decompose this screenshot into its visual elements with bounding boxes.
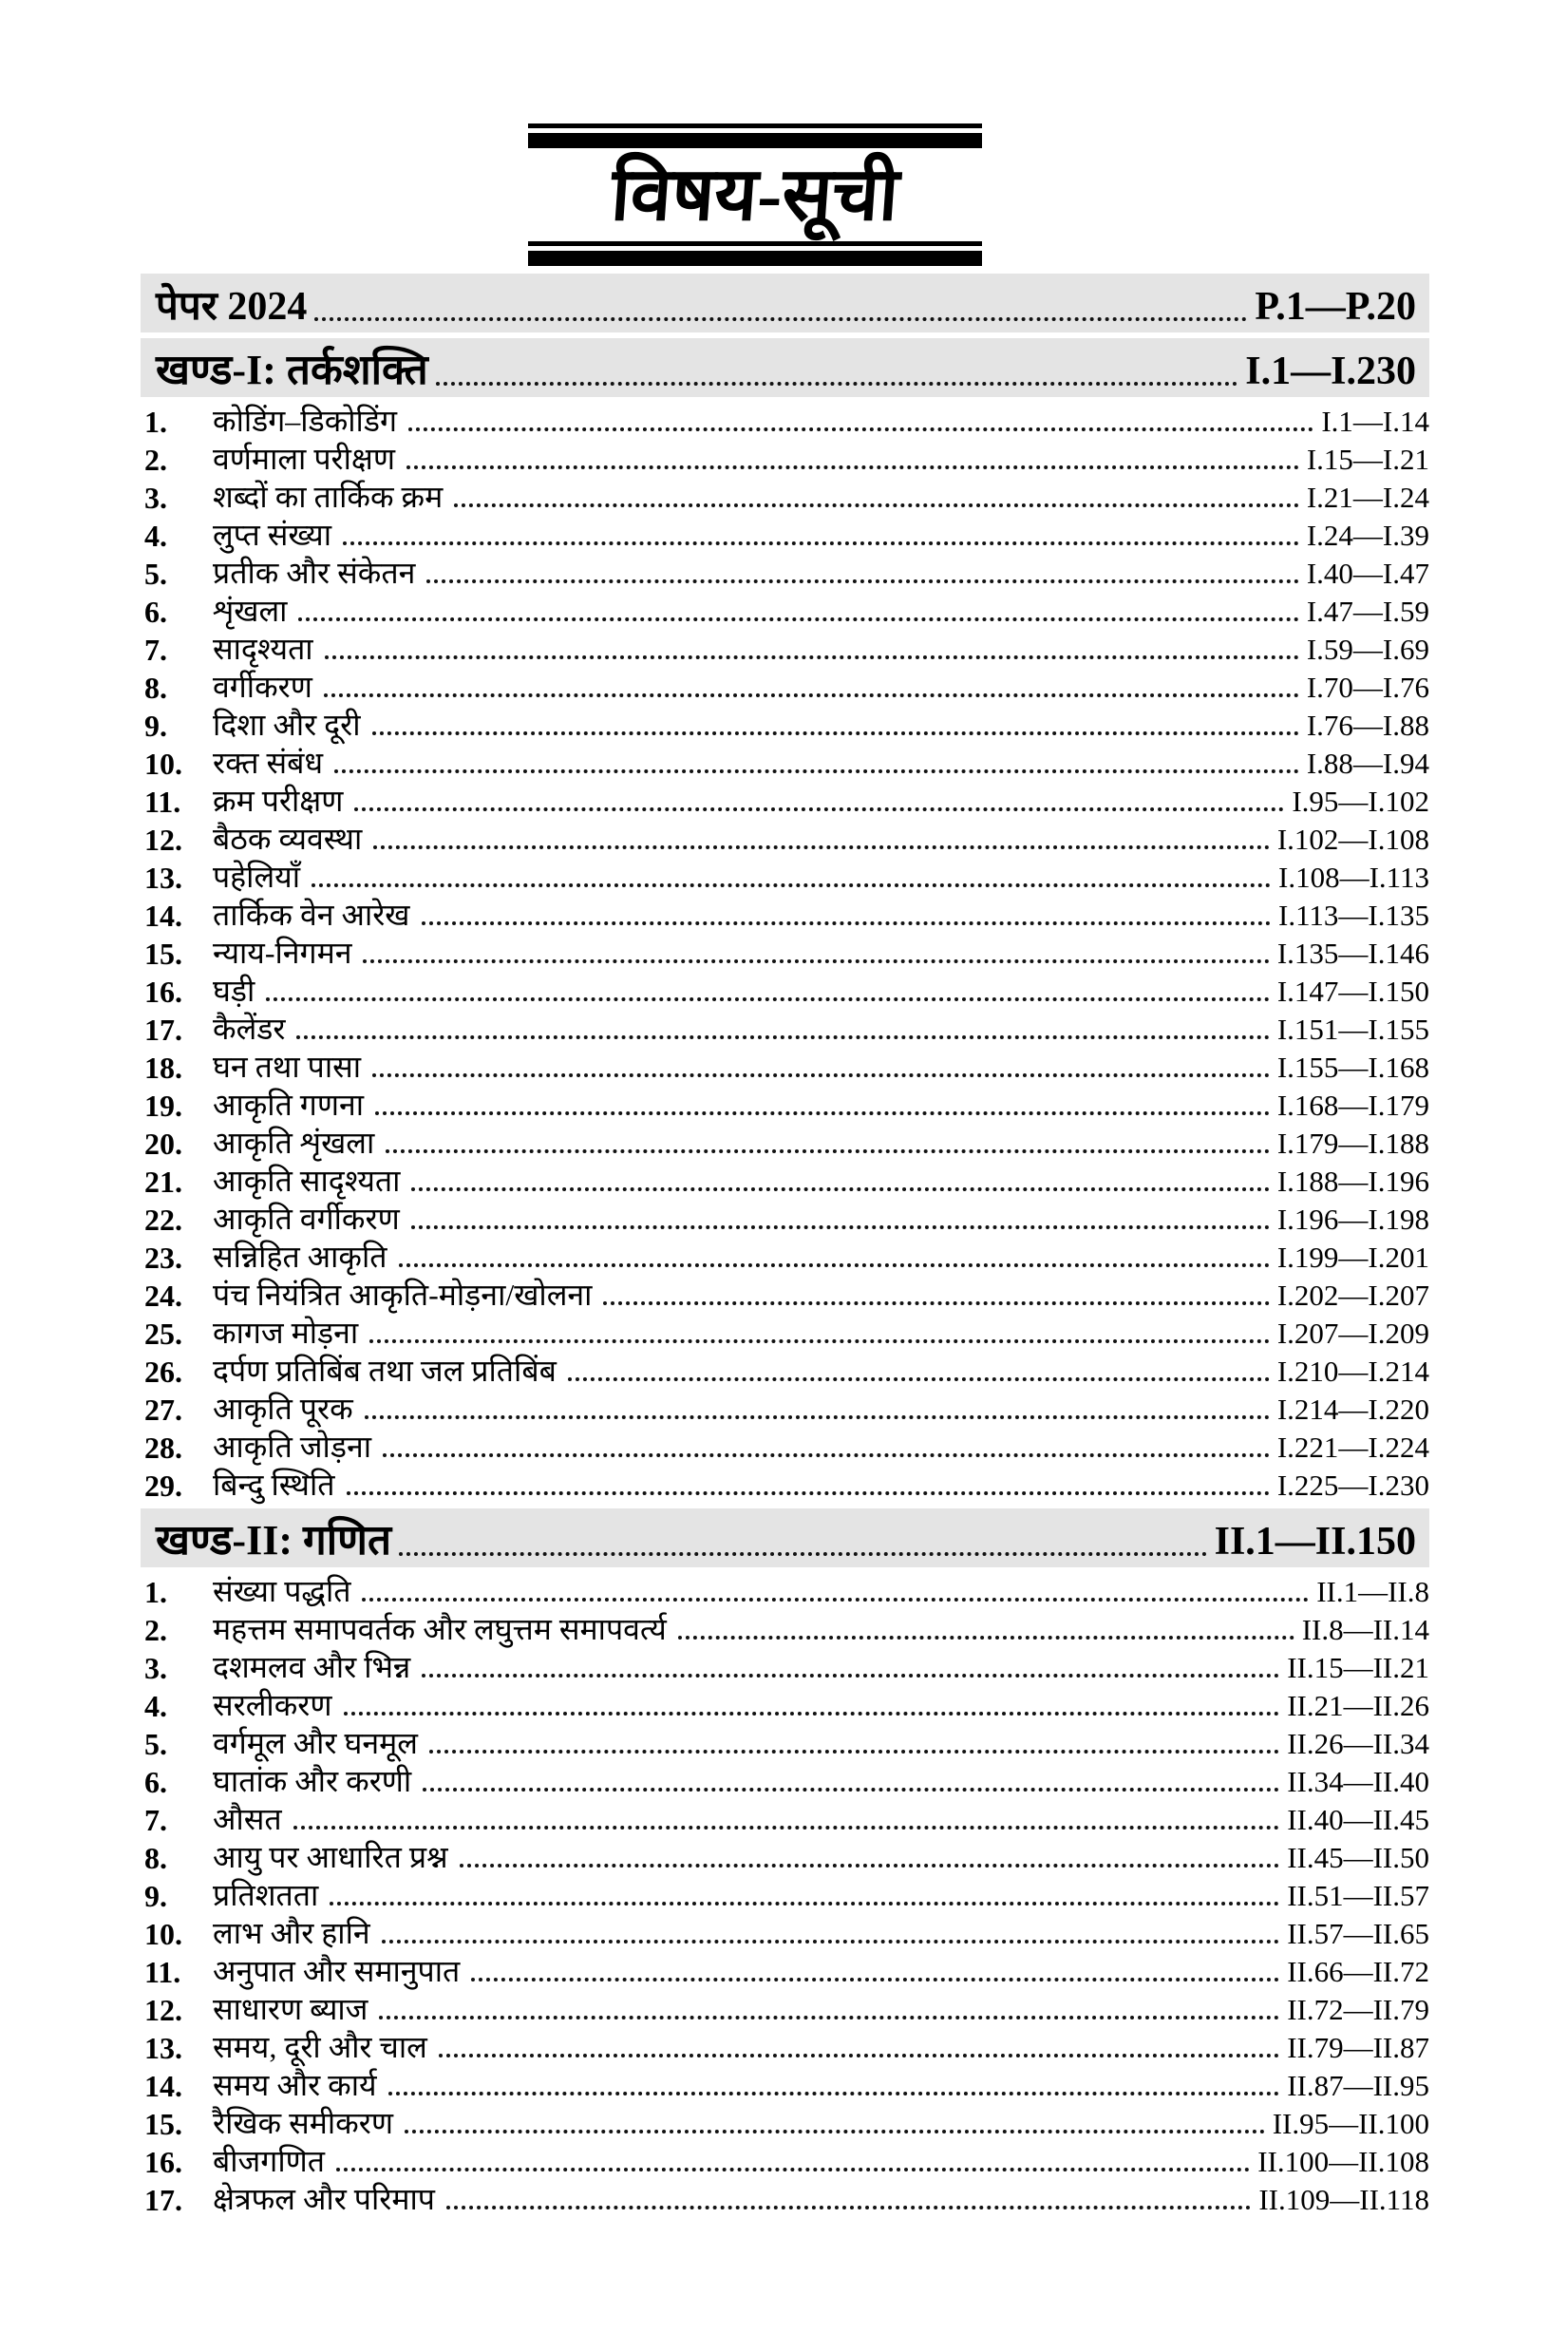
item-pages: I.210—I.214 — [1276, 1355, 1429, 1389]
paper-row — [141, 274, 1429, 332]
item-title: आकृति सादृश्यता — [213, 1164, 401, 1199]
item-pages: I.221—I.224 — [1276, 1431, 1429, 1465]
toc-row — [141, 1647, 1429, 1685]
toc-row — [141, 1351, 1429, 1389]
section-heading-band — [141, 1508, 1429, 1567]
item-pages: I.70—I.76 — [1306, 671, 1429, 705]
toc-row — [141, 1427, 1429, 1465]
item-number: 15. — [144, 937, 182, 972]
dot-leader — [471, 1978, 1279, 1981]
section-pages: I.1—I.230 — [1245, 350, 1416, 394]
toc-row — [141, 1913, 1429, 1951]
item-pages: I.15—I.21 — [1306, 443, 1429, 477]
item-pages: I.196—I.198 — [1276, 1203, 1429, 1237]
item-title: अनुपात और समानुपात — [213, 1954, 461, 1989]
item-number: 12. — [144, 1993, 182, 2028]
toc-row — [141, 2179, 1429, 2217]
dot-leader — [293, 1826, 1280, 1830]
item-number: 4. — [144, 519, 167, 554]
item-pages: I.179—I.188 — [1276, 1127, 1429, 1161]
item-number: 18. — [144, 1051, 182, 1086]
toc-row — [141, 629, 1429, 667]
item-number: 17. — [144, 1013, 182, 1048]
dot-leader — [372, 1073, 1270, 1077]
item-pages: I.47—I.59 — [1306, 595, 1429, 629]
toc-row — [141, 895, 1429, 933]
toc-row — [141, 1989, 1429, 2027]
toc-row — [141, 1389, 1429, 1427]
dot-leader — [422, 1674, 1279, 1678]
toc-row — [141, 743, 1429, 781]
item-title: दशमलव और भिन्न — [213, 1650, 411, 1685]
item-title: आकृति वर्गीकरण — [213, 1202, 400, 1237]
dot-leader — [399, 1263, 1270, 1267]
toc-section — [141, 338, 1429, 1503]
item-title: वर्णमाला परीक्षण — [213, 442, 395, 477]
toc-row — [141, 2027, 1429, 2065]
item-number: 13. — [144, 2031, 182, 2066]
item-pages: II.34—II.40 — [1287, 1765, 1429, 1799]
item-number: 14. — [144, 2069, 182, 2104]
item-number: 8. — [144, 1841, 167, 1876]
item-title: साधारण ब्याज — [213, 1992, 368, 2027]
item-pages: II.40—II.45 — [1287, 1803, 1429, 1837]
dot-leader — [347, 1491, 1270, 1495]
item-number: 9. — [144, 1879, 167, 1914]
toc-row — [141, 515, 1429, 553]
title-block — [528, 123, 982, 266]
item-pages: II.1—II.8 — [1316, 1575, 1429, 1609]
item-number: 2. — [144, 1613, 167, 1648]
item-pages: I.95—I.102 — [1292, 785, 1429, 819]
item-title: वर्गीकरण — [213, 670, 312, 705]
toc-row — [141, 1951, 1429, 1989]
item-number: 29. — [144, 1469, 182, 1504]
item-pages: I.102—I.108 — [1276, 823, 1429, 857]
dot-leader — [343, 541, 1299, 545]
item-pages: I.21—I.24 — [1306, 481, 1429, 515]
dot-leader — [336, 2168, 1250, 2171]
item-title: पहेलियाँ — [213, 860, 301, 895]
item-title: क्रम परीक्षण — [213, 784, 344, 819]
item-pages: I.1—I.14 — [1321, 405, 1429, 439]
toc-section — [141, 1508, 1429, 2217]
item-pages: I.199—I.201 — [1276, 1241, 1429, 1275]
item-pages: I.113—I.135 — [1278, 899, 1429, 933]
dot-leader — [383, 1453, 1270, 1457]
toc-row — [141, 591, 1429, 629]
item-title: प्रतीक और संकेतन — [213, 556, 416, 591]
sections-container — [141, 338, 1429, 2217]
dot-leader — [362, 1598, 1309, 1602]
item-title: वर्गमूल और घनमूल — [213, 1726, 418, 1761]
item-number: 8. — [144, 671, 167, 706]
item-title: घातांक और करणी — [213, 1764, 412, 1799]
item-number: 23. — [144, 1241, 182, 1276]
toc-row — [141, 1313, 1429, 1351]
dot-leader — [314, 317, 1247, 321]
dot-leader — [312, 883, 1271, 887]
item-title: शृंखला — [213, 594, 288, 629]
dot-leader — [446, 2206, 1251, 2209]
item-title: बीजगणित — [213, 2144, 325, 2179]
item-number: 20. — [144, 1127, 182, 1162]
dot-leader — [439, 2054, 1279, 2057]
dot-leader — [379, 2016, 1279, 2019]
item-title: रक्त संबंध — [213, 746, 324, 781]
item-title: रैखिक समीकरण — [213, 2106, 393, 2141]
item-title: आकृति जोड़ना — [213, 1430, 372, 1465]
toc-row — [141, 1123, 1429, 1161]
item-title: घड़ी — [213, 974, 255, 1009]
item-pages: I.202—I.207 — [1276, 1279, 1429, 1313]
item-title: कैलेंडर — [213, 1012, 286, 1047]
section-items — [141, 401, 1429, 1503]
item-number: 3. — [144, 481, 167, 516]
item-number: 7. — [144, 633, 167, 668]
item-title: सादृश्यता — [213, 632, 313, 667]
item-title: पंच नियंत्रित आकृति-मोड़ना/खोलना — [213, 1278, 593, 1313]
dot-leader — [388, 2092, 1280, 2095]
section-pages: II.1—II.150 — [1214, 1520, 1416, 1564]
item-title: क्षेत्रफल और परिमाप — [213, 2182, 435, 2217]
item-title: शब्दों का तार्किक क्रम — [213, 480, 444, 515]
item-pages: II.8—II.14 — [1301, 1613, 1429, 1647]
toc-row — [141, 401, 1429, 439]
item-pages: I.40—I.47 — [1306, 557, 1429, 591]
dot-leader — [411, 1225, 1270, 1229]
toc-row — [141, 1799, 1429, 1837]
item-pages: I.214—I.220 — [1276, 1393, 1429, 1427]
item-pages: I.88—I.94 — [1306, 747, 1429, 781]
item-pages: II.45—II.50 — [1287, 1841, 1429, 1875]
dot-leader — [373, 845, 1270, 849]
dot-leader — [436, 382, 1238, 386]
toc-row — [141, 1199, 1429, 1237]
paper-label: पेपर 2024 — [156, 285, 308, 330]
item-number: 19. — [144, 1089, 182, 1124]
item-title: लाभ और हानि — [213, 1916, 370, 1951]
title-rule-bottom-thin — [528, 241, 982, 246]
title-rule-top-thick — [528, 133, 982, 148]
item-pages: I.24—I.39 — [1306, 519, 1429, 553]
toc-row — [141, 1009, 1429, 1047]
dot-leader — [678, 1636, 1294, 1640]
item-title: औसत — [213, 1802, 282, 1837]
item-pages: II.21—II.26 — [1287, 1689, 1429, 1723]
item-number: 25. — [144, 1317, 182, 1352]
item-title: आयु पर आधारित प्रश्न — [213, 1840, 448, 1875]
item-title: आकृति शृंखला — [213, 1126, 375, 1161]
dot-leader — [386, 1149, 1270, 1153]
section-heading: खण्ड-II: गणित — [156, 1517, 392, 1564]
item-number: 26. — [144, 1355, 182, 1390]
dot-leader — [266, 997, 1270, 1001]
dot-leader — [429, 1750, 1279, 1754]
dot-leader — [406, 465, 1299, 469]
item-number: 4. — [144, 1689, 167, 1724]
title-rule-top-thin — [528, 123, 982, 128]
item-number: 16. — [144, 2145, 182, 2180]
item-title: बिन्दु स्थिति — [213, 1468, 335, 1503]
item-pages: I.207—I.209 — [1276, 1317, 1429, 1351]
dot-leader — [298, 617, 1298, 621]
dot-leader — [324, 693, 1299, 697]
item-pages: I.168—I.179 — [1276, 1089, 1429, 1123]
dot-leader — [426, 579, 1298, 583]
dot-leader — [460, 1864, 1280, 1868]
section-heading: खण्ड-I: तर्कशक्ति — [156, 347, 428, 394]
toc-row — [141, 705, 1429, 743]
item-pages: I.151—I.155 — [1276, 1013, 1429, 1047]
dot-leader — [372, 731, 1299, 735]
toc-row — [141, 1275, 1429, 1313]
item-number: 27. — [144, 1393, 182, 1428]
toc-row — [141, 1875, 1429, 1913]
item-title: सन्निहित आकृति — [213, 1240, 387, 1275]
dot-leader — [399, 1552, 1207, 1556]
toc-row — [141, 2065, 1429, 2103]
toc-row — [141, 553, 1429, 591]
dot-leader — [422, 921, 1272, 925]
item-title: दर्पण प्रतिबिंब तथा जल प्रतिबिंब — [213, 1354, 557, 1389]
dot-leader — [423, 1788, 1279, 1792]
item-pages: I.188—I.196 — [1276, 1165, 1429, 1199]
item-number: 24. — [144, 1279, 182, 1314]
item-title: कागज मोड़ना — [213, 1316, 359, 1351]
page-title: विषय-सूची — [608, 153, 902, 236]
item-number: 6. — [144, 1765, 167, 1800]
item-number: 11. — [144, 785, 181, 820]
toc-row — [141, 1237, 1429, 1275]
toc-row — [141, 1161, 1429, 1199]
item-pages: II.66—II.72 — [1287, 1955, 1429, 1989]
toc-row — [141, 819, 1429, 857]
toc-row — [141, 2141, 1429, 2179]
item-title: तार्किक वेन आरेख — [213, 898, 410, 933]
dot-leader — [454, 503, 1299, 507]
item-number: 5. — [144, 557, 167, 592]
dot-leader — [405, 2130, 1265, 2133]
dot-leader — [375, 1111, 1270, 1115]
toc-row — [141, 781, 1429, 819]
dot-leader — [408, 427, 1313, 431]
item-number: 1. — [144, 1575, 167, 1610]
item-pages: II.72—II.79 — [1287, 1993, 1429, 2027]
item-title: महत्तम समापवर्तक और लघुत्तम समापवर्त्य — [213, 1612, 667, 1647]
item-pages: II.79—II.87 — [1287, 2031, 1429, 2065]
dot-leader — [296, 1035, 1269, 1039]
item-pages: II.95—II.100 — [1272, 2107, 1429, 2141]
item-number: 9. — [144, 709, 167, 744]
dot-leader — [568, 1377, 1270, 1381]
toc-row — [141, 477, 1429, 515]
dot-leader — [334, 769, 1299, 773]
item-title: सरलीकरण — [213, 1688, 332, 1723]
toc-row — [141, 1047, 1429, 1085]
item-pages: I.225—I.230 — [1276, 1469, 1429, 1503]
toc-row — [141, 1685, 1429, 1723]
dot-leader — [344, 1712, 1280, 1716]
item-title: समय और कार्य — [213, 2068, 377, 2103]
dot-leader — [369, 1339, 1270, 1343]
toc-row — [141, 667, 1429, 705]
item-number: 10. — [144, 1917, 182, 1952]
item-number: 7. — [144, 1803, 167, 1838]
dot-leader — [330, 1902, 1279, 1905]
item-title: घन तथा पासा — [213, 1050, 362, 1085]
item-number: 1. — [144, 405, 167, 440]
toc-row — [141, 2103, 1429, 2141]
item-pages: I.135—I.146 — [1276, 937, 1429, 971]
item-title: आकृति गणना — [213, 1088, 365, 1123]
item-pages: II.109—II.118 — [1258, 2183, 1429, 2217]
section-heading-band — [141, 338, 1429, 397]
dot-leader — [325, 655, 1299, 659]
item-pages: II.26—II.34 — [1287, 1727, 1429, 1761]
item-pages: II.57—II.65 — [1287, 1917, 1429, 1951]
item-number: 15. — [144, 2107, 182, 2142]
toc-row — [141, 1837, 1429, 1875]
toc-content — [141, 274, 1429, 2217]
item-pages: I.147—I.150 — [1276, 975, 1429, 1009]
toc-row — [141, 1761, 1429, 1799]
item-pages: II.100—II.108 — [1257, 2145, 1429, 2179]
toc-row — [141, 1465, 1429, 1503]
item-pages: II.51—II.57 — [1287, 1879, 1429, 1913]
item-number: 14. — [144, 899, 182, 934]
item-number: 6. — [144, 595, 167, 630]
item-number: 5. — [144, 1727, 167, 1762]
dot-leader — [363, 959, 1269, 963]
item-title: कोडिंग–डिकोडिंग — [213, 404, 397, 439]
item-number: 10. — [144, 747, 182, 782]
section-items — [141, 1571, 1429, 2217]
item-title: बैठक व्यवस्था — [213, 822, 363, 857]
toc-row — [141, 439, 1429, 477]
item-number: 11. — [144, 1955, 181, 1990]
item-number: 21. — [144, 1165, 182, 1200]
item-title: दिशा और दूरी — [213, 708, 361, 743]
item-number: 12. — [144, 823, 182, 858]
item-pages: I.108—I.113 — [1278, 861, 1429, 895]
dot-leader — [411, 1187, 1269, 1191]
item-title: समय, दूरी और चाल — [213, 2030, 427, 2065]
item-pages: I.59—I.69 — [1306, 633, 1429, 667]
item-pages: I.76—I.88 — [1306, 709, 1429, 743]
toc-row — [141, 1085, 1429, 1123]
item-number: 3. — [144, 1651, 167, 1686]
dot-leader — [365, 1415, 1270, 1419]
dot-leader — [354, 807, 1284, 811]
dot-leader — [382, 1940, 1280, 1943]
item-title: न्याय-निगमन — [213, 936, 352, 971]
toc-row — [141, 933, 1429, 971]
item-number: 28. — [144, 1431, 182, 1466]
item-number: 22. — [144, 1203, 182, 1238]
toc-row — [141, 1609, 1429, 1647]
item-title: प्रतिशतता — [213, 1878, 319, 1913]
item-title: संख्या पद्धति — [213, 1574, 351, 1609]
item-pages: II.15—II.21 — [1287, 1651, 1429, 1685]
item-number: 17. — [144, 2183, 182, 2218]
item-pages: I.155—I.168 — [1276, 1051, 1429, 1085]
toc-row — [141, 1571, 1429, 1609]
item-title: लुप्त संख्या — [213, 518, 331, 553]
toc-row — [141, 1723, 1429, 1761]
item-number: 13. — [144, 861, 182, 896]
item-number: 2. — [144, 443, 167, 478]
item-title: आकृति पूरक — [213, 1392, 353, 1427]
dot-leader — [603, 1301, 1269, 1305]
item-number: 16. — [144, 975, 182, 1010]
item-pages: II.87—II.95 — [1287, 2069, 1429, 2103]
title-rule-bottom-thick — [528, 251, 982, 266]
toc-row — [141, 857, 1429, 895]
toc-row — [141, 971, 1429, 1009]
paper-pages: P.1—P.20 — [1255, 285, 1416, 330]
